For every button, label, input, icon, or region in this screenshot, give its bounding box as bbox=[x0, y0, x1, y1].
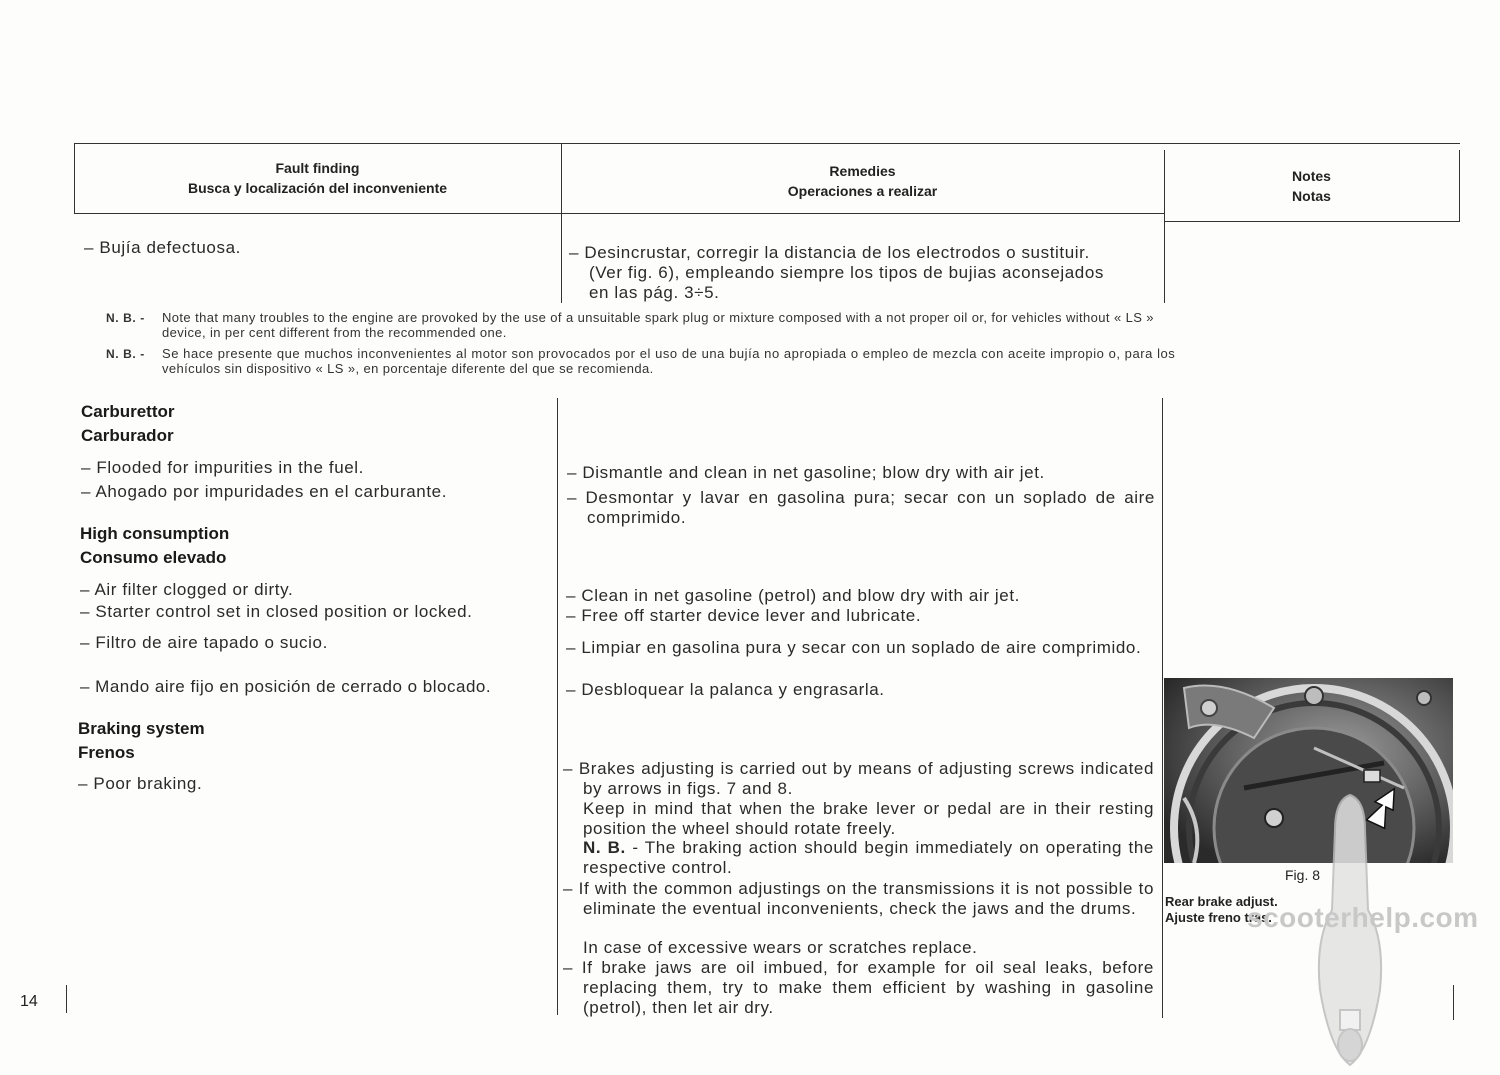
braking-nb-label: N. B. bbox=[583, 838, 626, 857]
braking-remedy-4: – If with the common adjustings on the transmissions it is not possible to eliminate the eventual inconvenients, check the jaws and the drums. bbox=[563, 879, 1154, 918]
remedies-header-es: Operaciones a realizar bbox=[787, 183, 938, 199]
header-bottom-border-left bbox=[74, 213, 1164, 214]
consumption-remedy-4: – Desbloquear la palanca y engrasarla. bbox=[566, 680, 885, 699]
spark-remedy-line-3: en las pág. 3÷5. bbox=[589, 283, 720, 302]
consumption-fault-1: – Air filter clogged or dirty. bbox=[80, 580, 294, 599]
watermark-text: scooterhelp.com bbox=[1247, 902, 1479, 933]
figure-label: Fig. 8 bbox=[1285, 867, 1321, 883]
notes-header bbox=[1164, 166, 1459, 206]
braking-remedy-3 bbox=[583, 838, 1154, 878]
consumption-remedy-2: – Free off starter device lever and lubricate. bbox=[566, 606, 922, 625]
fault-header bbox=[74, 158, 561, 198]
consumption-fault-3: – Filtro de aire tapado o sucio. bbox=[80, 633, 328, 652]
remedies-header-en: Remedies bbox=[829, 163, 896, 179]
carburettor-fault-1: – Flooded for impurities in the fuel. bbox=[81, 458, 365, 477]
consumption-fault-2: – Starter control set in closed position or locked. bbox=[80, 602, 473, 621]
fault-header-en: Fault finding bbox=[275, 160, 360, 176]
brake-drum-illustration bbox=[1164, 678, 1453, 863]
table-top-border bbox=[74, 143, 1460, 144]
column-divider-1-bottom bbox=[557, 398, 558, 1015]
carburettor-title-en: Carburettor bbox=[81, 402, 175, 421]
nb-en-line-1: Note that many troubles to the engine are provoked by the use of a unsuitable spark plug or mixture composed with a not proper oil or, for vehicles without « LS » bbox=[162, 310, 1154, 325]
figure-caption-es: Ajuste freno tras. bbox=[1165, 910, 1272, 925]
nb-en-line-2: device, in per cent different from the recommended one. bbox=[162, 325, 507, 340]
braking-remedy-5: In case of excessive wears or scratches replace. bbox=[583, 938, 978, 957]
nb-es-line-2: vehículos sin dispositivo « LS », en porcentaje diferente del que se recomienda. bbox=[162, 361, 654, 376]
carburettor-remedy-2: – Desmontar y lavar en gasolina pura; secar con un soplado de aire comprimido. bbox=[567, 488, 1155, 527]
consumption-title-en: High consumption bbox=[80, 524, 230, 543]
carburettor-remedy-1: – Dismantle and clean in net gasoline; blow dry with air jet. bbox=[567, 463, 1045, 482]
braking-fault-1: – Poor braking. bbox=[78, 774, 203, 793]
consumption-remedy-1: – Clean in net gasoline (petrol) and blow dry with air jet. bbox=[566, 586, 1021, 605]
remedies-header bbox=[561, 161, 1164, 201]
braking-remedy-2: Keep in mind that when the brake lever or pedal are in their resting position the wheel should rotate freely. bbox=[583, 799, 1154, 838]
braking-title-en: Braking system bbox=[78, 719, 205, 738]
nb-label-en: N. B. - bbox=[106, 311, 145, 325]
consumption-fault-4: – Mando aire fijo en posición de cerrado o blocado. bbox=[80, 677, 492, 696]
page-right-rule bbox=[1453, 985, 1454, 1020]
figure-caption-en: Rear brake adjust. bbox=[1165, 894, 1278, 909]
braking-remedy-1: – Brakes adjusting is carried out by means of adjusting screws indicated by arrows in figs. 7 and 8. bbox=[563, 759, 1154, 798]
notes-header-en: Notes bbox=[1292, 168, 1331, 184]
figure-8-photo bbox=[1164, 678, 1453, 863]
fault-header-es: Busca y localización del inconveniente bbox=[187, 180, 448, 196]
carburettor-title-es: Carburador bbox=[81, 426, 174, 445]
nb-label-es: N. B. - bbox=[106, 347, 145, 361]
header-bottom-border-right bbox=[1164, 221, 1460, 222]
spark-remedy-line-1: – Desincrustar, corregir la distancia de los electrodos o sustituir. bbox=[569, 243, 1090, 262]
spark-remedy-line-2: (Ver fig. 6), empleando siempre los tipos de bujias aconsejados bbox=[589, 263, 1105, 282]
nb-es-line-1: Se hace presente que muchos inconvenientes al motor son provocados por el uso de una bujía no apropiada o empleo de mezcla con aceite impropio o, para los bbox=[162, 346, 1176, 361]
table-right-border bbox=[1459, 150, 1460, 222]
braking-remedy-6: – If brake jaws are oil imbued, for example for oil seal leaks, before replacing them, try to make them efficient by washing in gasoline (petrol), then let air dry. bbox=[563, 958, 1154, 1017]
braking-nb-text: - The braking action should begin immediately on operating the respective control. bbox=[583, 838, 1154, 877]
carburettor-fault-2: – Ahogado por impuridades en el carburante. bbox=[81, 482, 448, 501]
page-left-rule bbox=[66, 985, 67, 1013]
spark-fault: – Bujía defectuosa. bbox=[84, 238, 241, 257]
consumption-remedy-3: – Limpiar en gasolina pura y secar con un soplado de aire comprimido. bbox=[566, 638, 1142, 657]
braking-title-es: Frenos bbox=[78, 743, 135, 762]
notes-header-es: Notas bbox=[1292, 188, 1331, 204]
consumption-title-es: Consumo elevado bbox=[80, 548, 227, 567]
column-divider-2-bottom bbox=[1162, 398, 1163, 1018]
page-number: 14 bbox=[20, 993, 38, 1010]
